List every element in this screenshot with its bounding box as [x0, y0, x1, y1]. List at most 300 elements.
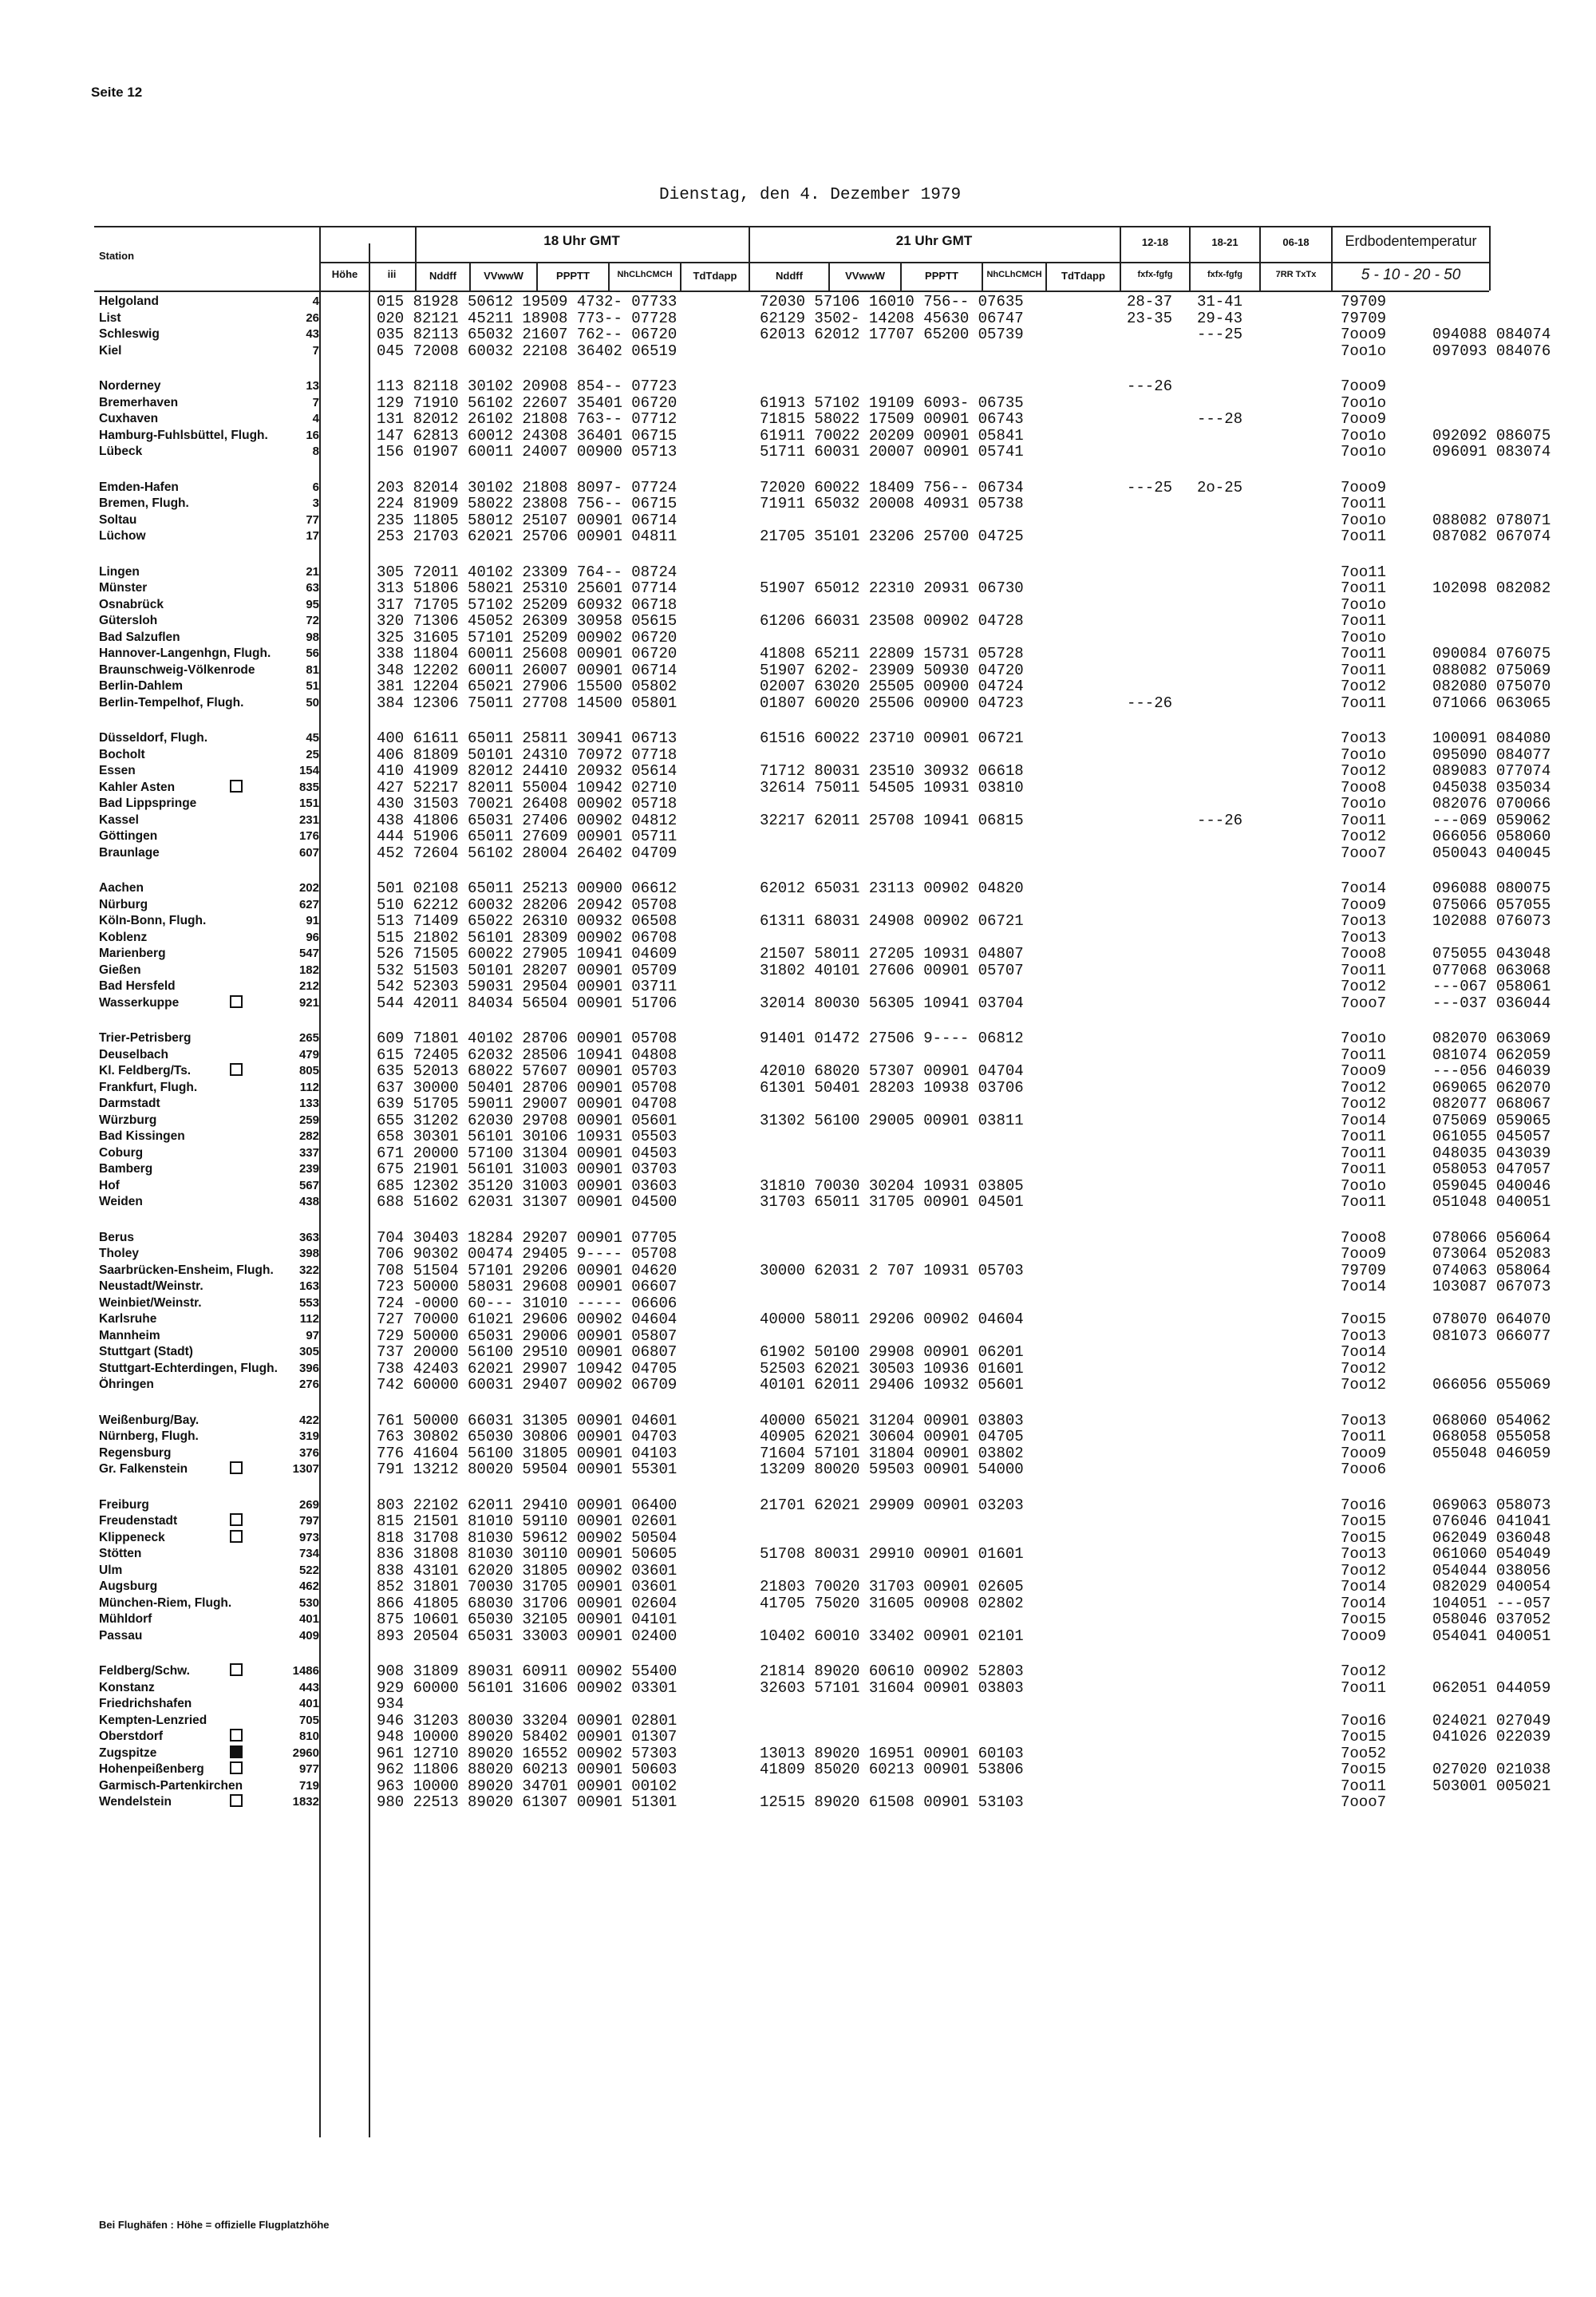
soil-temperature: 048035 043039	[1432, 1144, 1551, 1162]
station-name: Koblenz	[99, 930, 148, 944]
group-7rr: 7oo1o	[1341, 443, 1387, 461]
obs-21-gmt: 61311 68031 24908 00902 06721	[760, 912, 1024, 930]
station-hoehe: 13	[306, 379, 319, 393]
station-name: Lingen	[99, 564, 140, 579]
header-ext-sub-1: fxfx-fgfg	[1137, 270, 1173, 279]
table-row	[0, 1579, 1596, 1595]
soil-temperature: 088082 075069	[1432, 661, 1551, 679]
soil-temperature: 054041 040051	[1432, 1627, 1551, 1645]
table-row	[0, 1696, 1596, 1713]
group-7rr: 7oo15	[1341, 1611, 1387, 1628]
soil-temperature: 071066 063065	[1432, 694, 1551, 712]
group-7rr: 7ooo8	[1341, 1228, 1387, 1247]
footnote: Bei Flughäfen : Höhe = offizielle Flugplatzhöhe	[99, 2219, 330, 2231]
open-square-icon	[230, 995, 243, 1013]
obs-18-gmt: 980 22513 89020 61307 00901 51301	[377, 1793, 678, 1811]
obs-21-gmt: 31703 65011 31705 00901 04501	[760, 1193, 1024, 1211]
table-row	[0, 646, 1596, 662]
station-name: Bremerhaven	[99, 395, 179, 409]
station-hoehe: 212	[298, 979, 319, 993]
soil-temperature: 062051 044059	[1432, 1678, 1551, 1697]
soil-temperature: 095090 084077	[1432, 745, 1551, 764]
station-hoehe: 56	[306, 646, 319, 660]
station-name: Friedrichshafen	[99, 1697, 192, 1710]
station-group	[0, 1230, 1596, 1394]
station-hoehe: 151	[298, 797, 319, 810]
station-name: Hof	[99, 1178, 120, 1192]
gust-12-18: ---26	[1127, 694, 1173, 712]
station-hoehe: 398	[298, 1247, 319, 1260]
station-hoehe: 319	[298, 1429, 319, 1443]
station-name: Hohenpeißenberg	[99, 1762, 204, 1776]
obs-18-gmt: 729 50000 65031 29006 00901 05807	[377, 1326, 678, 1345]
header-ext-hour-1: 12-18	[1141, 236, 1169, 248]
station-group	[0, 294, 1596, 359]
table-row	[0, 1263, 1596, 1279]
group-7rr: 7oo11	[1341, 495, 1387, 512]
gust-12-18: 28-37	[1127, 293, 1173, 310]
obs-18-gmt: 893 20504 65031 33003 00901 02400	[377, 1627, 678, 1645]
station-name: Osnabrück	[99, 597, 164, 611]
station-hoehe: 1486	[292, 1664, 319, 1678]
group-7rr: 7oo11	[1341, 579, 1387, 597]
station-hoehe: 2960	[292, 1745, 319, 1760]
soil-temperature: 082077 068067	[1432, 1095, 1551, 1113]
obs-18-gmt: 704 30403 18284 29207 00901 07705	[377, 1228, 678, 1247]
station-name: Weißenburg/Bay.	[99, 1413, 200, 1427]
table-row	[0, 630, 1596, 646]
obs-18-gmt: 961 12710 89020 16552 00902 57303	[377, 1744, 678, 1762]
group-7rr: 7oo1o	[1341, 393, 1387, 412]
soil-temperature: 041026 022039	[1432, 1728, 1551, 1745]
group-7rr: 7oo15	[1341, 1728, 1387, 1745]
obs-18-gmt: 515 21802 56101 28309 00902 06708	[377, 928, 678, 947]
group-7rr: 7oo12	[1341, 1095, 1387, 1113]
station-name: Bad Hersfeld	[99, 979, 176, 993]
station-name: Regensburg	[99, 1445, 172, 1460]
soil-temperature: 076046 041041	[1432, 1512, 1551, 1530]
group-7rr: 7oo11	[1341, 1128, 1387, 1145]
obs-18-gmt: 513 71409 65022 26310 00932 06508	[377, 912, 678, 930]
obs-21-gmt: 40905 62021 30604 00901 04705	[760, 1428, 1024, 1445]
station-name: Nürburg	[99, 897, 148, 911]
obs-18-gmt: 438 41806 65031 27406 00902 04812	[377, 811, 678, 829]
obs-21-gmt: 61911 70022 20209 00901 05841	[760, 426, 1024, 445]
header-21-col-1: Nddff	[776, 270, 803, 282]
soil-temperature: 103087 067073	[1432, 1278, 1551, 1295]
station-hoehe: 1832	[292, 1795, 319, 1809]
group-7rr: 7ooo7	[1341, 844, 1387, 862]
station-hoehe: 376	[298, 1445, 319, 1460]
group-7rr: 7oo15	[1341, 1761, 1387, 1778]
station-name: Braunschweig-Völkenrode	[99, 662, 255, 677]
station-hoehe: 96	[306, 930, 319, 944]
obs-18-gmt: 410 41909 82012 24410 20932 05614	[377, 762, 678, 780]
header-erdboden: Erdbodentemperatur	[1345, 233, 1477, 249]
station-group	[0, 730, 1596, 861]
obs-18-gmt: 444 51906 65011 27609 00901 05711	[377, 828, 678, 845]
soil-temperature: ---069 059062	[1432, 811, 1551, 829]
obs-18-gmt: 501 02108 65011 25213 00900 06612	[377, 880, 678, 897]
soil-temperature: 074063 058064	[1432, 1261, 1551, 1279]
table-row	[0, 1145, 1596, 1162]
station-name: Schleswig	[99, 327, 160, 341]
obs-18-gmt: 791 13212 80020 59504 00901 55301	[377, 1461, 678, 1478]
group-7rr: 7oo16	[1341, 1711, 1387, 1730]
group-7rr: 7oo12	[1341, 1078, 1387, 1097]
table-row	[0, 695, 1596, 712]
station-name: Berlin-Dahlem	[99, 679, 184, 693]
obs-18-gmt: 544 42011 84034 56504 00901 51706	[377, 994, 678, 1012]
station-name: Freudenstadt	[99, 1514, 178, 1528]
station-hoehe: 276	[298, 1378, 319, 1391]
group-7rr: 7oo13	[1341, 1545, 1387, 1563]
station-name: Mannheim	[99, 1328, 160, 1342]
station-name: Bad Salzuflen	[99, 630, 180, 644]
group-7rr: 7oo16	[1341, 1496, 1387, 1514]
group-7rr: 7oo1o	[1341, 1030, 1387, 1047]
obs-18-gmt: 305 72011 40102 23309 764-- 08724	[377, 563, 678, 581]
soil-temperature: 045038 035034	[1432, 778, 1551, 797]
open-square-icon	[230, 780, 243, 797]
table-row	[0, 1377, 1596, 1394]
table-row	[0, 1713, 1596, 1730]
group-7rr: 7oo11	[1341, 645, 1387, 662]
header-18-col-4: NhCLhCMCH	[617, 270, 673, 279]
table-row	[0, 1080, 1596, 1097]
group-7rr: 7oo1o	[1341, 1176, 1387, 1195]
station-hoehe: 7	[312, 343, 319, 358]
header-ext-hour-3: 06-18	[1282, 236, 1310, 248]
obs-18-gmt: 658 30301 56101 30106 10931 05503	[377, 1128, 678, 1145]
obs-18-gmt: 723 50000 58031 29608 00901 06607	[377, 1278, 678, 1295]
obs-21-gmt: 51907 65012 22310 20931 06730	[760, 579, 1024, 597]
station-name: Augsburg	[99, 1579, 158, 1593]
soil-temperature: 059045 040046	[1432, 1176, 1551, 1195]
station-name: Garmisch-Partenkirchen	[99, 1778, 243, 1793]
table-row	[0, 1161, 1596, 1178]
station-hoehe: 4	[312, 295, 319, 308]
station-name: Weiden	[99, 1195, 143, 1208]
obs-21-gmt: 02007 63020 25505 00900 04724	[760, 678, 1024, 695]
station-hoehe: 422	[298, 1413, 319, 1427]
station-hoehe: 282	[298, 1129, 319, 1143]
obs-18-gmt: 946 31203 80030 33204 00901 02801	[377, 1711, 678, 1730]
obs-21-gmt: 51907 6202- 23909 50930 04720	[760, 661, 1024, 679]
station-hoehe: 133	[298, 1097, 319, 1110]
soil-temperature: 088082 078071	[1432, 511, 1551, 529]
table-row	[0, 1344, 1596, 1361]
station-name: Gießen	[99, 963, 141, 977]
open-square-icon	[230, 1513, 243, 1531]
soil-temperature: 082029 040054	[1432, 1578, 1551, 1595]
station-name: Oberstdorf	[99, 1730, 164, 1743]
obs-21-gmt: 10402 60010 33402 00901 02101	[760, 1627, 1024, 1645]
table-row	[0, 1361, 1596, 1378]
gust-12-18: 23-35	[1127, 309, 1173, 327]
table-row	[0, 428, 1596, 445]
group-7rr: 7oo11	[1341, 961, 1387, 979]
obs-21-gmt: 91401 01472 27506 9---- 06812	[760, 1030, 1024, 1047]
obs-18-gmt: 400 61611 65011 25811 30941 06713	[377, 729, 678, 747]
station-name: Bremen, Flugh.	[99, 496, 189, 510]
table-row	[0, 946, 1596, 963]
header-gmt21: 21 Uhr GMT	[895, 233, 973, 248]
table-row	[0, 1030, 1596, 1047]
station-name: Düsseldorf, Flugh.	[99, 731, 208, 745]
group-7rr: 7oo12	[1341, 762, 1387, 780]
station-hoehe: 72	[306, 614, 319, 627]
station-hoehe: 921	[298, 995, 319, 1010]
station-group	[0, 880, 1596, 1011]
table-row	[0, 897, 1596, 914]
header-21-col-3: PPPTT	[925, 270, 958, 282]
obs-18-gmt: 338 11804 60011 25608 00901 06720	[377, 645, 678, 662]
station-hoehe: 810	[298, 1730, 319, 1743]
obs-18-gmt: 320 71306 45052 26309 30958 05615	[377, 612, 678, 630]
group-7rr: 7oo13	[1341, 1326, 1387, 1345]
group-7rr: 7oo12	[1341, 828, 1387, 845]
group-7rr: 7oo14	[1341, 1594, 1387, 1612]
station-name: Kl. Feldberg/Ts.	[99, 1064, 192, 1077]
obs-18-gmt: 962 11806 88020 60213 00901 50603	[377, 1761, 678, 1778]
obs-18-gmt: 963 10000 89020 34701 00901 00102	[377, 1777, 678, 1795]
station-name: Ulm	[99, 1563, 123, 1577]
obs-18-gmt: 532 51503 50101 28207 00901 05709	[377, 961, 678, 979]
group-7rr: 7ooo9	[1341, 378, 1387, 395]
obs-21-gmt: 52503 62021 30503 10936 01601	[760, 1359, 1024, 1378]
station-hoehe: 43	[306, 327, 319, 341]
station-hoehe: 163	[298, 1279, 319, 1293]
station-name: Mühldorf	[99, 1612, 152, 1626]
group-7rr: 7ooo7	[1341, 1793, 1387, 1811]
station-name: Münster	[99, 581, 148, 595]
station-name: Trier-Petrisberg	[99, 1031, 192, 1045]
table-row	[0, 512, 1596, 529]
obs-21-gmt: 42010 68020 57307 00901 04704	[760, 1062, 1024, 1080]
table-row	[0, 1445, 1596, 1462]
header-ext-sub-3: 7RR TxTx	[1275, 270, 1317, 279]
obs-18-gmt: 427 52217 82011 55004 10942 02710	[377, 778, 678, 797]
station-hoehe: 530	[298, 1595, 319, 1610]
gust-18-21: ---28	[1197, 410, 1243, 428]
page-number: Seite 12	[91, 85, 143, 100]
soil-temperature: 050043 040045	[1432, 844, 1551, 862]
obs-18-gmt: 761 50000 66031 31305 00901 04601	[377, 1411, 678, 1429]
station-hoehe: 401	[298, 1612, 319, 1626]
obs-18-gmt: 742 60000 60031 29407 00902 06709	[377, 1376, 678, 1394]
soil-temperature: 090084 076075	[1432, 645, 1551, 662]
station-group	[0, 1030, 1596, 1211]
obs-18-gmt: 875 10601 65030 32105 00901 04101	[377, 1611, 678, 1628]
header-21-col-5: TdTdapp	[1061, 270, 1105, 282]
station-hoehe: 45	[306, 731, 319, 745]
obs-21-gmt: 21814 89020 60610 00902 52803	[760, 1662, 1024, 1680]
table-row	[0, 678, 1596, 695]
station-hoehe: 98	[306, 630, 319, 644]
obs-18-gmt: 384 12306 75011 27708 14500 05801	[377, 694, 678, 712]
station-hoehe: 202	[298, 881, 319, 895]
table-row	[0, 1663, 1596, 1680]
station-name: Konstanz	[99, 1680, 155, 1694]
station-name: Bocholt	[99, 747, 145, 761]
obs-18-gmt: 452 72604 56102 28004 26402 04709	[377, 844, 678, 862]
obs-18-gmt: 706 90302 00474 29405 9---- 05708	[377, 1245, 678, 1263]
group-7rr: 7oo15	[1341, 1311, 1387, 1328]
station-group	[0, 480, 1596, 545]
station-name: Karlsruhe	[99, 1312, 157, 1326]
station-name: Bad Kissingen	[99, 1129, 185, 1143]
obs-21-gmt: 62012 65031 23113 00902 04820	[760, 880, 1024, 897]
group-7rr: 7oo11	[1341, 661, 1387, 679]
obs-18-gmt: 727 70000 61021 29606 00902 04604	[377, 1311, 678, 1328]
obs-21-gmt: 71815 58022 17509 00901 06743	[760, 410, 1024, 428]
group-7rr: 7ooo8	[1341, 945, 1387, 963]
station-hoehe: 4	[312, 412, 319, 425]
station-hoehe: 567	[298, 1178, 319, 1192]
soil-temperature: 058046 037052	[1432, 1611, 1551, 1628]
obs-18-gmt: 929 60000 56101 31606 00902 03301	[377, 1678, 678, 1697]
obs-18-gmt: 131 82012 26102 21808 763-- 07712	[377, 410, 678, 428]
header-18-col-3: PPPTT	[556, 270, 590, 282]
group-7rr: 7oo12	[1341, 1662, 1387, 1680]
obs-18-gmt: 639 51705 59011 29007 00901 04708	[377, 1095, 678, 1113]
station-hoehe: 409	[298, 1628, 319, 1643]
table-row	[0, 1328, 1596, 1345]
station-hoehe: 265	[298, 1031, 319, 1045]
table-row	[0, 343, 1596, 360]
obs-18-gmt: 852 31801 70030 31705 00901 03601	[377, 1578, 678, 1595]
soil-temperature: 058053 047057	[1432, 1160, 1551, 1178]
soil-temperature: 075055 043048	[1432, 945, 1551, 963]
table-row	[0, 1628, 1596, 1645]
obs-18-gmt: 406 81809 50101 24310 70972 07718	[377, 745, 678, 764]
table-row	[0, 1096, 1596, 1113]
table-row	[0, 845, 1596, 862]
station-hoehe: 231	[298, 812, 319, 827]
group-7rr: 7oo11	[1341, 563, 1387, 581]
station-group	[0, 564, 1596, 712]
header-18-col-1: Nddff	[429, 270, 456, 282]
table-row	[0, 613, 1596, 630]
soil-temperature: 089083 077074	[1432, 762, 1551, 780]
station-hoehe: 797	[298, 1514, 319, 1528]
soil-temperature: 069065 062070	[1432, 1078, 1551, 1097]
station-name: List	[99, 310, 121, 325]
soil-temperature: 096088 080075	[1432, 880, 1551, 897]
table-row	[0, 310, 1596, 327]
station-hoehe: 322	[298, 1263, 319, 1277]
station-name: Weinbiet/Weinstr.	[99, 1295, 202, 1310]
table-row	[0, 1279, 1596, 1295]
station-name: Saarbrücken-Ensheim, Flugh.	[99, 1263, 274, 1277]
soil-temperature: 082076 070066	[1432, 795, 1551, 812]
gust-18-21: ---26	[1197, 811, 1243, 829]
station-hoehe: 627	[298, 897, 319, 911]
station-hoehe: 16	[306, 428, 319, 442]
station-hoehe: 154	[298, 764, 319, 777]
station-hoehe: 553	[298, 1295, 319, 1310]
group-7rr: 7ooo9	[1341, 410, 1387, 428]
obs-21-gmt: 32614 75011 54505 10931 03810	[760, 778, 1024, 797]
obs-21-gmt: 61301 50401 28203 10938 03706	[760, 1078, 1024, 1097]
obs-18-gmt: 688 51602 62031 31307 00901 04500	[377, 1193, 678, 1211]
station-hoehe: 835	[298, 780, 319, 794]
station-hoehe: 443	[298, 1680, 319, 1694]
obs-18-gmt: 526 71505 60022 27905 10941 04609	[377, 945, 678, 963]
station-hoehe: 112	[299, 1080, 319, 1094]
group-7rr: 7oo11	[1341, 1160, 1387, 1178]
obs-18-gmt: 838 43101 62020 31805 00902 03601	[377, 1561, 678, 1579]
obs-21-gmt: 32014 80030 56305 10941 03704	[760, 994, 1024, 1012]
table-row	[0, 747, 1596, 764]
open-square-icon	[230, 1461, 243, 1479]
table-row	[0, 963, 1596, 979]
station-name: Stuttgart (Stadt)	[99, 1345, 193, 1358]
obs-21-gmt: 61516 60022 23710 00901 06721	[760, 729, 1024, 747]
obs-21-gmt: 40000 65021 31204 00901 03803	[760, 1411, 1024, 1429]
station-name: Berlin-Tempelhof, Flugh.	[99, 695, 244, 710]
obs-21-gmt: 01807 60020 25506 00900 04723	[760, 694, 1024, 712]
soil-temperature: 069063 058073	[1432, 1496, 1551, 1514]
obs-21-gmt: 12515 89020 61508 00901 53103	[760, 1793, 1024, 1811]
table-row	[0, 1595, 1596, 1612]
soil-temperature: 097093 084076	[1432, 342, 1551, 360]
table-row	[0, 528, 1596, 545]
station-name: Gr. Falkenstein	[99, 1462, 188, 1476]
station-name: Norderney	[99, 379, 161, 393]
obs-18-gmt: 818 31708 81030 59612 00902 50504	[377, 1528, 678, 1547]
station-table	[0, 294, 1596, 1830]
header-ext-sub-2: fxfx-fgfg	[1207, 270, 1242, 279]
obs-18-gmt: 866 41805 68030 31706 00901 02604	[377, 1594, 678, 1612]
station-hoehe: 479	[298, 1047, 319, 1062]
obs-18-gmt: 776 41604 56100 31805 00901 04103	[377, 1444, 678, 1462]
group-7rr: 79709	[1341, 293, 1387, 310]
table-row	[0, 1611, 1596, 1628]
station-name: Würzburg	[99, 1113, 157, 1127]
group-7rr: 7oo14	[1341, 1578, 1387, 1595]
station-hoehe: 7	[312, 395, 319, 409]
table-row	[0, 1230, 1596, 1247]
station-hoehe: 522	[298, 1563, 319, 1577]
obs-18-gmt: 655 31202 62030 29708 00901 05601	[377, 1111, 678, 1129]
obs-18-gmt: 815 21501 81010 59110 00901 02601	[377, 1512, 678, 1530]
soil-temperature: 024021 027049	[1432, 1711, 1551, 1730]
soil-temperature: 094088 084074	[1432, 326, 1551, 343]
group-7rr: 7oo14	[1341, 1278, 1387, 1295]
station-hoehe: 547	[298, 947, 319, 960]
table-row	[0, 1778, 1596, 1795]
obs-18-gmt: 685 12302 35120 31003 00901 03603	[377, 1176, 678, 1195]
table-row	[0, 1530, 1596, 1547]
station-hoehe: 1307	[292, 1462, 319, 1476]
obs-21-gmt: 71604 57101 31804 00901 03802	[760, 1444, 1024, 1462]
soil-temperature: 066056 055069	[1432, 1376, 1551, 1394]
table-row	[0, 1429, 1596, 1445]
soil-temperature: 078070 064070	[1432, 1311, 1551, 1328]
station-hoehe: 63	[306, 581, 319, 595]
group-7rr: 7oo1o	[1341, 745, 1387, 764]
station-hoehe: 401	[298, 1697, 319, 1710]
group-7rr: 7oo12	[1341, 1376, 1387, 1394]
station-name: Emden-Hafen	[99, 480, 179, 494]
table-row	[0, 294, 1596, 310]
obs-18-gmt: 836 31808 81030 30110 00901 50605	[377, 1545, 678, 1563]
table-row	[0, 730, 1596, 747]
obs-21-gmt: 71712 80031 23510 30932 06618	[760, 762, 1024, 780]
station-group	[0, 1413, 1596, 1478]
